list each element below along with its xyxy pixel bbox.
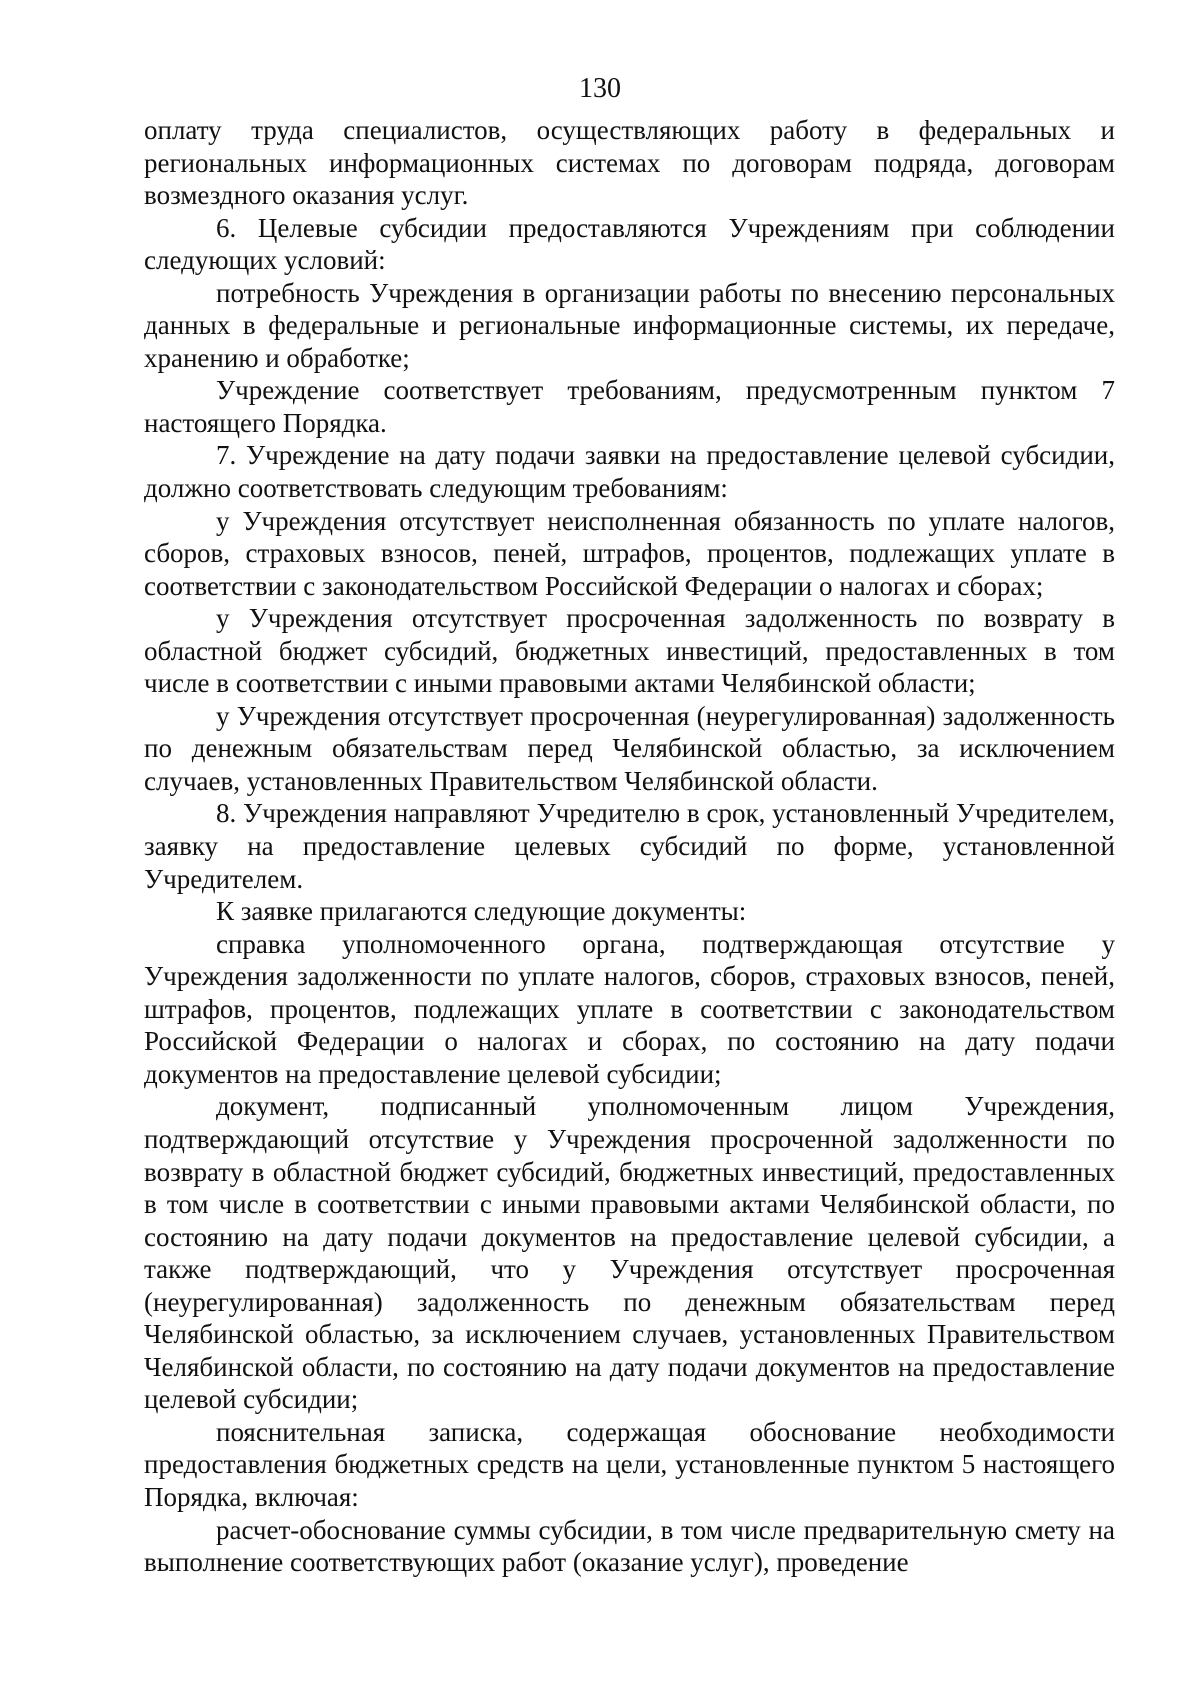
- paragraph-documents-intro: К заявке прилагаются следующие документы:: [216, 896, 747, 927]
- paragraph-clause-7: 7. Учреждение на дату подачи заявки на предоставление целевой субсидии, должно соответствовать следующим требованиям:: [144, 440, 1115, 504]
- paragraph-continuation: оплату труда специалистов, осуществляющих работу в федеральных и региональных информационных системах по договорам подряда, договорам возмездного оказания услуг.: [144, 115, 1115, 211]
- paragraph-condition-requirements: Учреждение соответствует требованиям, предусмотренным пунктом 7 настоящего Порядка.: [144, 375, 1115, 438]
- document-body: [144, 114, 1115, 1579]
- paragraph-requirement-taxes: у Учреждения отсутствует неисполненная обязанность по уплате налогов, сборов, страховых взносов, пеней, штрафов, процентов, подлежащих уплате в соответствии с законодательством Российской Федерации о налогах и сборах;: [144, 505, 1115, 601]
- paragraph-doc-calculation: расчет-обоснование суммы субсидии, в том числе предварительную смету на выполнение соответствующих работ (оказание услуг), проведение: [144, 1514, 1115, 1578]
- paragraph-clause-8: 8. Учреждения направляют Учредителю в срок, установленный Учредителем, заявку на предоставление целевых субсидий по форме, установленной Учредителем.: [144, 798, 1115, 894]
- paragraph-requirement-obligations: у Учреждения отсутствует просроченная (неурегулированная) задолженность по денежным обязательствам перед Челябинской областью, за исключением случаев, установленных Правительством Челябинской области.: [144, 700, 1115, 796]
- paragraph-requirement-budget-debt: у Учреждения отсутствует просроченная задолженность по возврату в областной бюджет субсидий, бюджетных инвестиций, предоставленных в том числе в соответствии с иными правовыми актами Челябинской области;: [144, 603, 1115, 699]
- paragraph-doc-certificate: справка уполномоченного органа, подтверждающая отсутствие у Учреждения задолженности по уплате налогов, сборов, страховых взносов, пеней, штрафов, процентов, подлежащих уплате в соответствии с законодательством Российской Федерации о налогах и сборах, по состоянию на дату подачи документов на предоставление целевой субсидии;: [144, 928, 1115, 1089]
- paragraph-condition-need: потребность Учреждения в организации работы по внесению персональных данных в федеральные и региональные информационные системы, их передаче, хранению и обработке;: [144, 277, 1115, 373]
- paragraph-doc-signed-statement: документ, подписанный уполномоченным лицом Учреждения, подтверждающий отсутствие у Учреждения просроченной задолженности по возврату в областной бюджет субсидий, бюджетных инвестиций, предоставленных в том числе в соответствии с иными правовыми актами Челябинской области, по состоянию на дату подачи документов на предоставление целевой субсидии, а также подтверждающий, что у Учреждения отсутствует просроченная (неурегулированная) задолженность по денежным обязательствам перед Челябинской областью, за исключением случаев, установленных Правительством Челябинской области, по состоянию на дату подачи документов на предоставление целевой субсидии;: [144, 1091, 1115, 1415]
- paragraph-doc-explanatory-note: пояснительная записка, содержащая обоснование необходимости предоставления бюджетных средств на цели, установленные пунктом 5 настоящего Порядка, включая:: [144, 1416, 1115, 1512]
- page-number: 130: [579, 73, 621, 104]
- paragraph-clause-6: 6. Целевые субсидии предоставляются Учреждениям при соблюдении следующих условий:: [144, 212, 1115, 276]
